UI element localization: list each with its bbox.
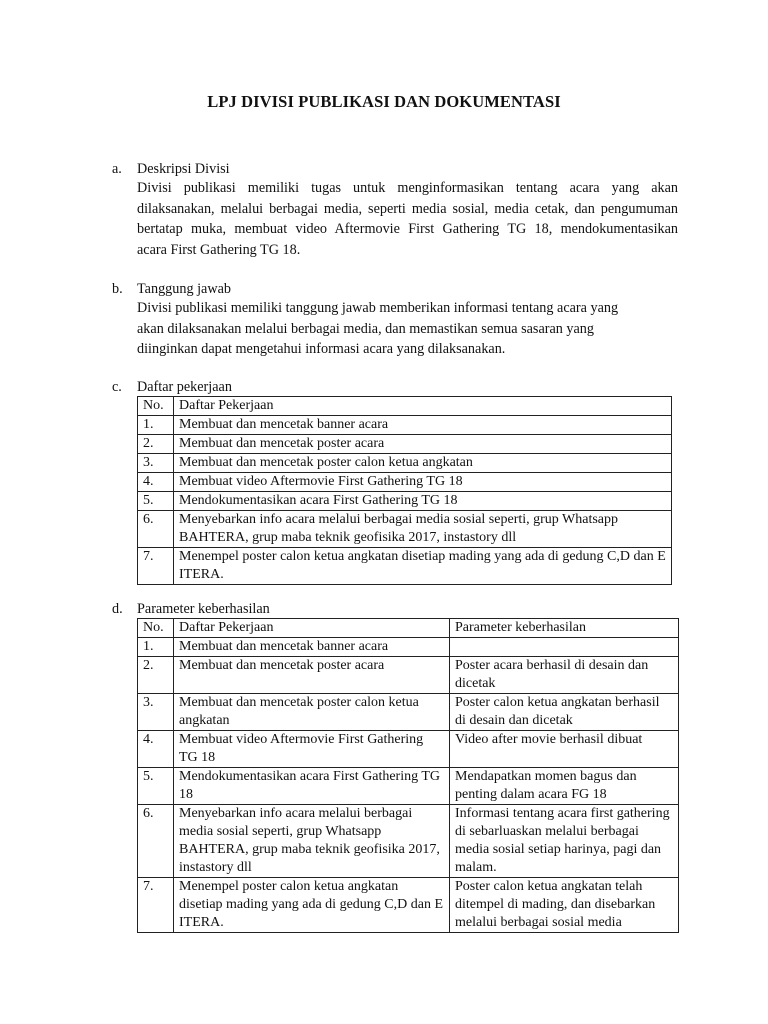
table-row bbox=[138, 435, 672, 454]
table-row bbox=[138, 511, 672, 548]
table-row bbox=[138, 492, 672, 511]
section-d-letter: d. bbox=[112, 601, 123, 617]
table-header-row bbox=[138, 619, 679, 638]
work-list-table bbox=[137, 396, 672, 585]
cell-no: 4. bbox=[138, 731, 174, 768]
paragraph-line: Divisi publikasi memiliki tugas untuk menginformasikan tentang acara yang akan bbox=[137, 180, 678, 196]
cell-task: Mendokumentasikan acara First Gathering TG 18 bbox=[174, 768, 450, 805]
table-row bbox=[138, 878, 679, 933]
header-no: No. bbox=[138, 397, 174, 416]
section-d-title: Parameter keberhasilan bbox=[137, 601, 270, 617]
cell-parameter bbox=[450, 638, 679, 657]
cell-task: Membuat dan mencetak banner acara bbox=[174, 416, 672, 435]
cell-no: 7. bbox=[138, 878, 174, 933]
cell-no: 6. bbox=[138, 805, 174, 878]
paragraph-line: akan dilaksanakan melalui berbagai media, dan memastikan semua sasaran yang bbox=[137, 320, 594, 337]
cell-task: Menempel poster calon ketua angkatan disetiap mading yang ada di gedung C,D dan E ITERA. bbox=[174, 548, 672, 585]
cell-no: 2. bbox=[138, 657, 174, 694]
cell-parameter: Poster acara berhasil di desain dan dicetak bbox=[450, 657, 679, 694]
cell-no: 5. bbox=[138, 492, 174, 511]
paragraph-line: acara First Gathering TG 18. bbox=[137, 241, 301, 258]
cell-parameter: Informasi tentang acara first gathering di sebarluaskan melalui berbagai media sosial setiap harinya, pagi dan malam. bbox=[450, 805, 679, 878]
table-row bbox=[138, 657, 679, 694]
cell-task: Membuat dan mencetak poster calon ketua angkatan bbox=[174, 454, 672, 473]
cell-no: 7. bbox=[138, 548, 174, 585]
cell-task: Membuat video Aftermovie First Gathering TG 18 bbox=[174, 731, 450, 768]
table-row bbox=[138, 731, 679, 768]
cell-no: 6. bbox=[138, 511, 174, 548]
cell-no: 1. bbox=[138, 416, 174, 435]
section-d-heading bbox=[112, 599, 270, 619]
header-parameter: Parameter keberhasilan bbox=[450, 619, 679, 638]
cell-task: Membuat dan mencetak banner acara bbox=[174, 638, 450, 657]
cell-parameter: Poster calon ketua angkatan telah ditempel di mading, dan disebarkan melalui berbagai sosial media bbox=[450, 878, 679, 933]
section-c-heading bbox=[112, 377, 232, 397]
section-b-letter: b. bbox=[112, 281, 123, 297]
cell-no: 3. bbox=[138, 454, 174, 473]
section-c-letter: c. bbox=[112, 379, 122, 395]
cell-parameter: Poster calon ketua angkatan berhasil di desain dan dicetak bbox=[450, 694, 679, 731]
cell-task: Menempel poster calon ketua angkatan disetiap mading yang ada di gedung C,D dan E ITERA. bbox=[174, 878, 450, 933]
cell-task: Membuat dan mencetak poster calon ketua angkatan bbox=[174, 694, 450, 731]
cell-no: 4. bbox=[138, 473, 174, 492]
table-row bbox=[138, 473, 672, 492]
cell-task: Menyebarkan info acara melalui berbagai media sosial seperti, grup Whatsapp BAHTERA, grup maba teknik geofisika 2017, instastory dll bbox=[174, 511, 672, 548]
cell-no: 5. bbox=[138, 768, 174, 805]
table-row bbox=[138, 454, 672, 473]
cell-parameter: Video after movie berhasil dibuat bbox=[450, 731, 679, 768]
cell-task: Membuat dan mencetak poster acara bbox=[174, 435, 672, 454]
cell-no: 3. bbox=[138, 694, 174, 731]
table-row bbox=[138, 694, 679, 731]
section-a-title: Deskripsi Divisi bbox=[137, 161, 230, 177]
cell-task: Membuat video Aftermovie First Gathering TG 18 bbox=[174, 473, 672, 492]
cell-no: 1. bbox=[138, 638, 174, 657]
table-row bbox=[138, 548, 672, 585]
section-c-title: Daftar pekerjaan bbox=[137, 379, 232, 395]
section-a-paragraph bbox=[137, 178, 678, 260]
table-header-row bbox=[138, 397, 672, 416]
header-task: Daftar Pekerjaan bbox=[174, 619, 450, 638]
header-task: Daftar Pekerjaan bbox=[174, 397, 672, 416]
cell-task: Mendokumentasikan acara First Gathering TG 18 bbox=[174, 492, 672, 511]
paragraph-line: Divisi publikasi memiliki tanggung jawab memberikan informasi tentang acara yang bbox=[137, 300, 619, 316]
table-row bbox=[138, 638, 679, 657]
paragraph-line: bertatap muka, membuat video Aftermovie First Gathering TG 18, mendokumentasikan bbox=[137, 221, 678, 238]
success-parameter-table bbox=[137, 618, 679, 933]
cell-task: Menyebarkan info acara melalui berbagai media sosial seperti, grup Whatsapp BAHTERA, grup maba teknik geofisika 2017, instastory dll bbox=[174, 805, 450, 878]
document-title: LPJ DIVISI PUBLIKASI DAN DOKUMENTASI bbox=[207, 92, 561, 111]
section-b-title: Tanggung jawab bbox=[137, 281, 231, 297]
table-row bbox=[138, 768, 679, 805]
paragraph-line: dilaksanakan, melalui berbagai media, seperti media sosial, media cetak, dan pengumuman bbox=[137, 200, 678, 217]
cell-no: 2. bbox=[138, 435, 174, 454]
header-no: No. bbox=[138, 619, 174, 638]
table-row bbox=[138, 805, 679, 878]
cell-parameter: Mendapatkan momen bagus dan penting dalam acara FG 18 bbox=[450, 768, 679, 805]
section-b-paragraph bbox=[137, 298, 678, 360]
paragraph-line: diinginkan dapat mengetahui informasi acara yang dilaksanakan. bbox=[137, 341, 506, 358]
cell-task: Membuat dan mencetak poster acara bbox=[174, 657, 450, 694]
section-a-heading bbox=[112, 159, 230, 179]
section-b-heading bbox=[112, 279, 231, 299]
section-a-letter: a. bbox=[112, 161, 122, 177]
table-row bbox=[138, 416, 672, 435]
